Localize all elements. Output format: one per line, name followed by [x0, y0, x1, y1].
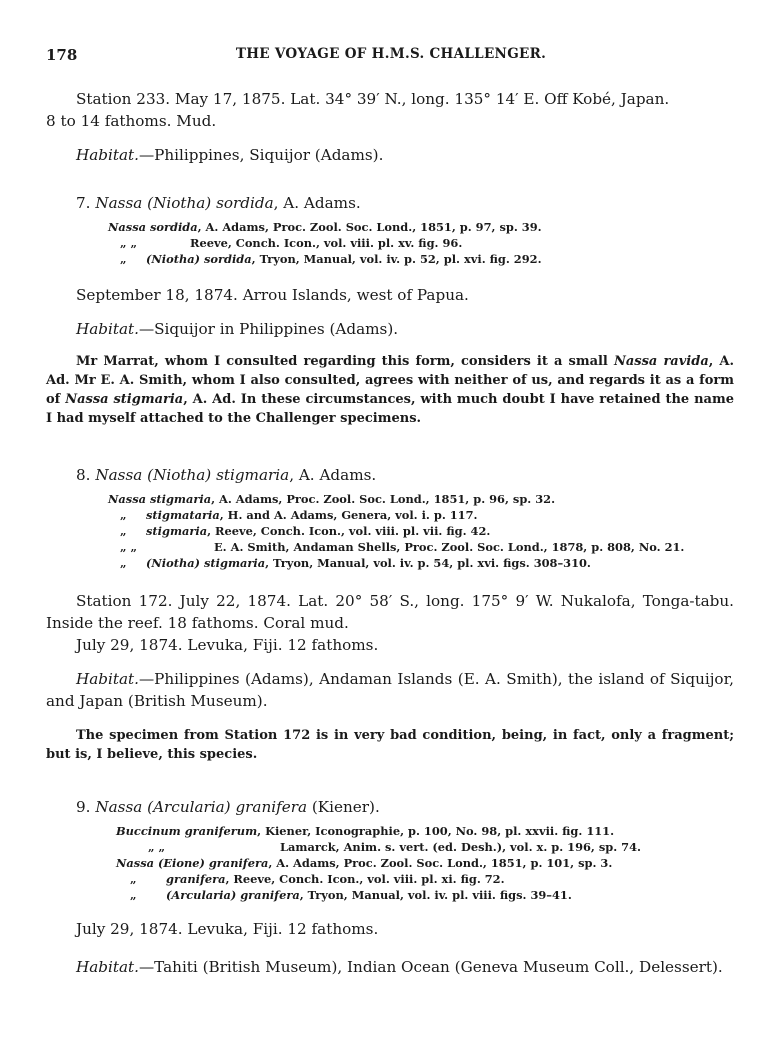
page-header	[46, 46, 736, 68]
text-span: Nassa stigmaria	[65, 392, 184, 407]
station-233-line1: Station 233. May 17, 1875. Lat. 34° 39′ N., long. 135° 14′ E. Off Kobé, Japan.	[76, 90, 670, 108]
text-span: , H. and A. Adams, Genera, vol. i. p. 117.	[219, 508, 478, 522]
citation-line	[108, 523, 748, 539]
species-9-citations	[116, 823, 746, 903]
text-span: „	[120, 556, 127, 570]
text-span: „	[130, 888, 137, 902]
text-span: granifera	[235, 798, 308, 816]
text-span: „ „	[120, 540, 138, 554]
text-span: Habitat.	[76, 958, 139, 976]
text-span: Nassa	[95, 798, 143, 816]
citation-line	[108, 507, 748, 523]
text-span: (Niotha)	[147, 466, 212, 484]
text-span: Habitat.	[76, 320, 139, 338]
text-span: Mr Marrat, whom I consulted regarding this form, considers it a small	[76, 354, 614, 369]
citation-line	[108, 539, 748, 555]
author: , A. Adams.	[273, 194, 361, 212]
habitat-label: Habitat.	[76, 146, 139, 164]
text-span: stigmaria	[216, 466, 290, 484]
genus: Nassa	[95, 194, 143, 212]
station-233-line2: 8 to 14 fathoms. Mud.	[46, 112, 217, 130]
citation-line	[116, 871, 746, 887]
text-span: 9.	[76, 798, 91, 816]
text-span: Nassa stigmaria	[108, 492, 212, 506]
text-span: , A. Ad. Mr E. A. Smith, whom I also consulted, agrees with neither of us, and regards it as a form of	[46, 354, 734, 407]
species-9-heading	[46, 796, 736, 818]
running-title: THE VOYAGE OF H.M.S. CHALLENGER.	[235, 46, 547, 62]
species-8-citations	[108, 491, 748, 571]
text-span: 8.	[76, 466, 91, 484]
text-span: Nassa (Eione) granifera	[116, 856, 269, 870]
citation-line	[116, 839, 746, 855]
species-8-note: The specimen from Station 172 is in very bad condition, being, in fact, only a fragment; but is, I believe, this species.	[46, 728, 734, 762]
text-span: , A. Adams, Proc. Zool. Soc. Lond., 1851, p. 101, sp. 3.	[268, 856, 613, 870]
citation-line	[108, 235, 748, 251]
text-span: —Siquijor in Philippines (Adams).	[138, 320, 399, 338]
text-span: (Niotha) sordida	[146, 252, 252, 266]
species-name: sordida	[216, 194, 274, 212]
text-span: —Philippines (Adams), Andaman Islands (E. A. Smith), the island of Siquijor, and Japan (British Museum).	[46, 670, 734, 710]
species-7-station: September 18, 1874. Arrou Islands, west of Papua.	[76, 286, 469, 304]
habitat-top	[46, 144, 736, 166]
species-8-station-a: Station 172. July 22, 1874. Lat. 20° 58′ S., long. 175° 9′ W. Nukalofa, Tonga-tabu. Inside the reef. 18 fathoms. Coral mud.	[46, 592, 734, 632]
citation-line	[116, 855, 746, 871]
text-span: Nassa	[95, 466, 143, 484]
text-span: —Tahiti (British Museum), Indian Ocean (Geneva Museum Coll., Delessert).	[138, 958, 723, 976]
subgenus: (Niotha)	[147, 194, 212, 212]
citation-taxon: Nassa sordida	[108, 220, 198, 234]
text-span: , Tryon, Manual, vol. iv. p. 52, pl. xvi. fig. 292.	[251, 252, 542, 266]
text-span: „ „	[120, 236, 138, 250]
text-span: , Reeve, Conch. Icon., vol. viii. pl. vii. fig. 42.	[207, 524, 491, 538]
species-7-habitat	[46, 318, 736, 340]
text-span: granifera	[166, 872, 226, 886]
text-span: Lamarck, Anim. s. vert. (ed. Desh.), vol. x. p. 196, sp. 74.	[280, 840, 641, 854]
habitat-text: —Philippines, Siquijor (Adams).	[138, 146, 384, 164]
text-span: stigmataria	[146, 508, 220, 522]
species-9-station: July 29, 1874. Levuka, Fiji. 12 fathoms.	[76, 920, 379, 938]
species-7-heading	[46, 192, 736, 214]
text-span: (Niotha) stigmaria	[146, 556, 266, 570]
text-span: , Tryon, Manual, vol. iv. p. 54, pl. xvi. figs. 308–310.	[265, 556, 591, 570]
species-7-note	[46, 352, 734, 428]
text-span: „	[120, 524, 127, 538]
text-span: „	[130, 872, 137, 886]
text-span: , Kiener, Iconographie, p. 100, No. 98, pl. xxvii. fig. 111.	[257, 824, 615, 838]
page-number: 178	[46, 46, 78, 64]
text-span: (Kiener).	[307, 798, 380, 816]
species-9-habitat	[46, 956, 736, 978]
text-span: Buccinum graniferum	[116, 824, 258, 838]
species-8-heading	[46, 464, 736, 486]
species-7-citations	[108, 219, 748, 267]
text-span: Habitat.	[76, 670, 139, 688]
species-8-habitat	[46, 668, 734, 712]
text-span: E. A. Smith, Andaman Shells, Proc. Zool. Soc. Lond., 1878, p. 808, No. 21.	[214, 540, 685, 554]
species-number: 7.	[76, 194, 91, 212]
citation-line	[108, 555, 748, 571]
text-span: , Tryon, Manual, vol. iv. pl. viii. figs. 39–41.	[299, 888, 572, 902]
text-span: , A. Adams.	[289, 466, 377, 484]
text-span: „	[120, 252, 127, 266]
text-span: Reeve, Conch. Icon., vol. viii. pl. xv. fig. 96.	[190, 236, 463, 250]
text-span: „	[120, 508, 127, 522]
text-span: , A. Adams, Proc. Zool. Soc. Lond., 1851, p. 97, sp. 39.	[197, 220, 542, 234]
citation-line	[116, 887, 746, 903]
text-span: stigmaria	[146, 524, 208, 538]
text-span: , A. Adams, Proc. Zool. Soc. Lond., 1851, p. 96, sp. 32.	[211, 492, 556, 506]
text-span: , Reeve, Conch. Icon., vol. viii. pl. xi. fig. 72.	[225, 872, 505, 886]
citation-line	[108, 219, 748, 235]
text-span: Nassa ravida	[613, 354, 709, 369]
text-span: „ „	[148, 840, 166, 854]
citation-line	[108, 491, 748, 507]
text-span: (Arcularia) granifera	[166, 888, 300, 902]
text-span: , A. Ad. In these circumstances, with much doubt I have retained the name I had myself attached to the Challenger specimens.	[46, 392, 735, 426]
species-8-station-b: July 29, 1874. Levuka, Fiji. 12 fathoms.	[76, 636, 379, 654]
text-span: (Arcularia)	[147, 798, 231, 816]
citation-line	[108, 251, 748, 267]
citation-line	[116, 823, 746, 839]
